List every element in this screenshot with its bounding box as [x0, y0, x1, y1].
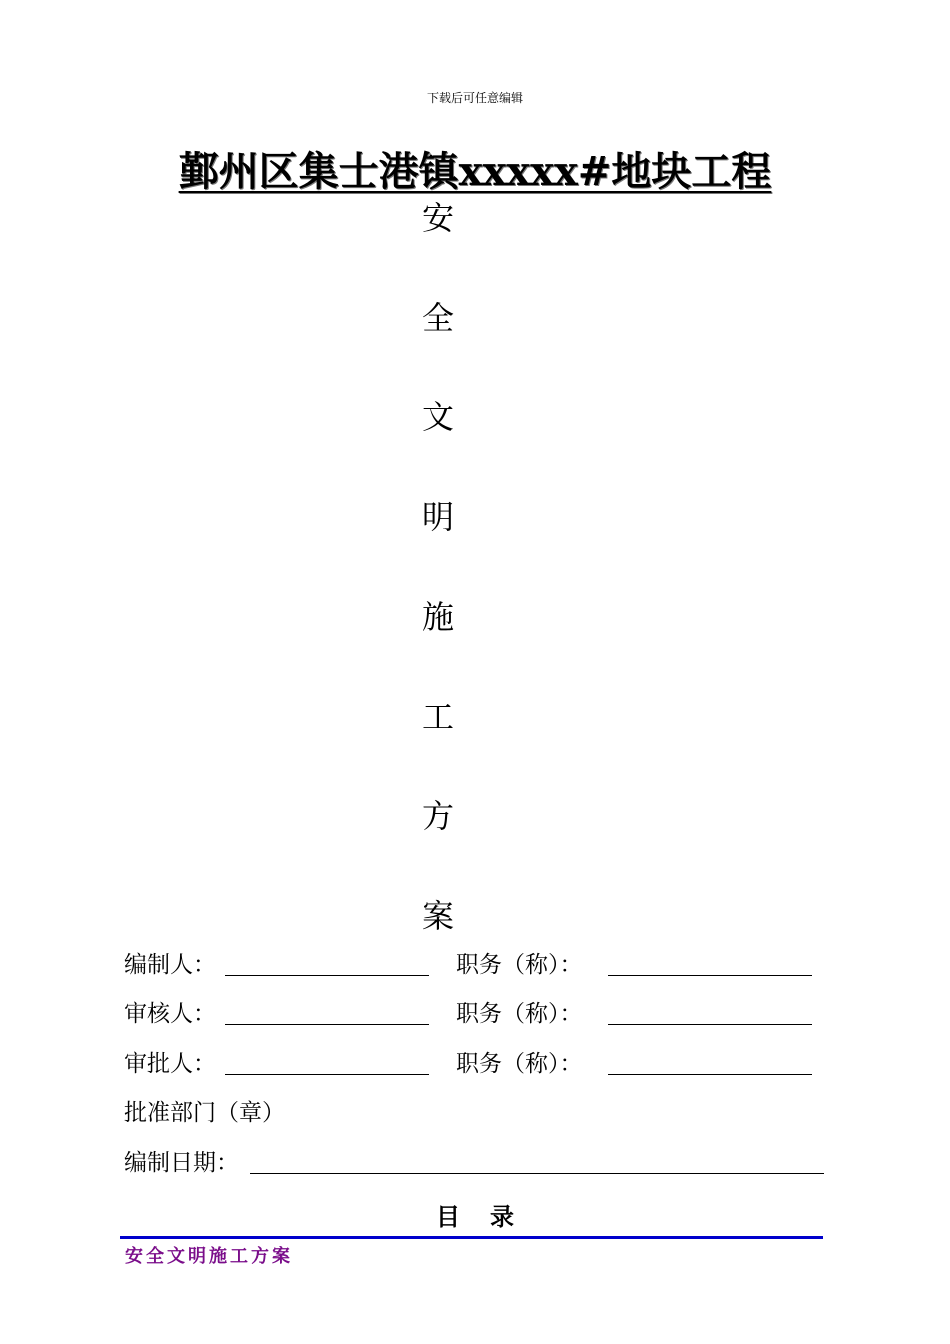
subtitle-char: 案	[421, 897, 454, 935]
subtitle-char: 文	[421, 398, 454, 436]
compiler-position-label: 职务（称）：	[456, 952, 583, 978]
footer-rule	[120, 1236, 823, 1239]
reviewer-label: 审核人：	[124, 1001, 216, 1027]
approval-department-label: 批准部门（章）	[124, 1100, 285, 1126]
subtitle-char: 明	[421, 498, 454, 536]
date-blank[interactable]	[250, 1173, 824, 1174]
compiler-position-blank[interactable]	[608, 975, 812, 976]
approver-position-label: 职务（称）：	[456, 1051, 583, 1077]
footer-label: 安全文明施工方案	[125, 1246, 293, 1267]
reviewer-position-label: 职务（称）：	[456, 1001, 583, 1027]
date-label: 编制日期：	[124, 1150, 239, 1176]
compiler-label: 编制人：	[124, 952, 216, 978]
header-note: 下载后可任意编辑	[426, 91, 523, 105]
document-title: 鄞州区集士港镇xxxxx#地块工程	[178, 148, 772, 195]
subtitle-char: 安	[421, 199, 454, 237]
approver-blank[interactable]	[225, 1074, 429, 1075]
approver-position-blank[interactable]	[608, 1074, 812, 1075]
toc-heading: 目录	[436, 1202, 544, 1231]
subtitle-char: 全	[421, 299, 454, 337]
compiler-blank[interactable]	[225, 975, 429, 976]
reviewer-position-blank[interactable]	[608, 1024, 812, 1025]
subtitle-char: 工	[421, 698, 454, 736]
approver-label: 审批人：	[124, 1051, 216, 1077]
reviewer-blank[interactable]	[225, 1024, 429, 1025]
subtitle-char: 方	[421, 797, 454, 835]
subtitle-char: 施	[421, 598, 454, 636]
